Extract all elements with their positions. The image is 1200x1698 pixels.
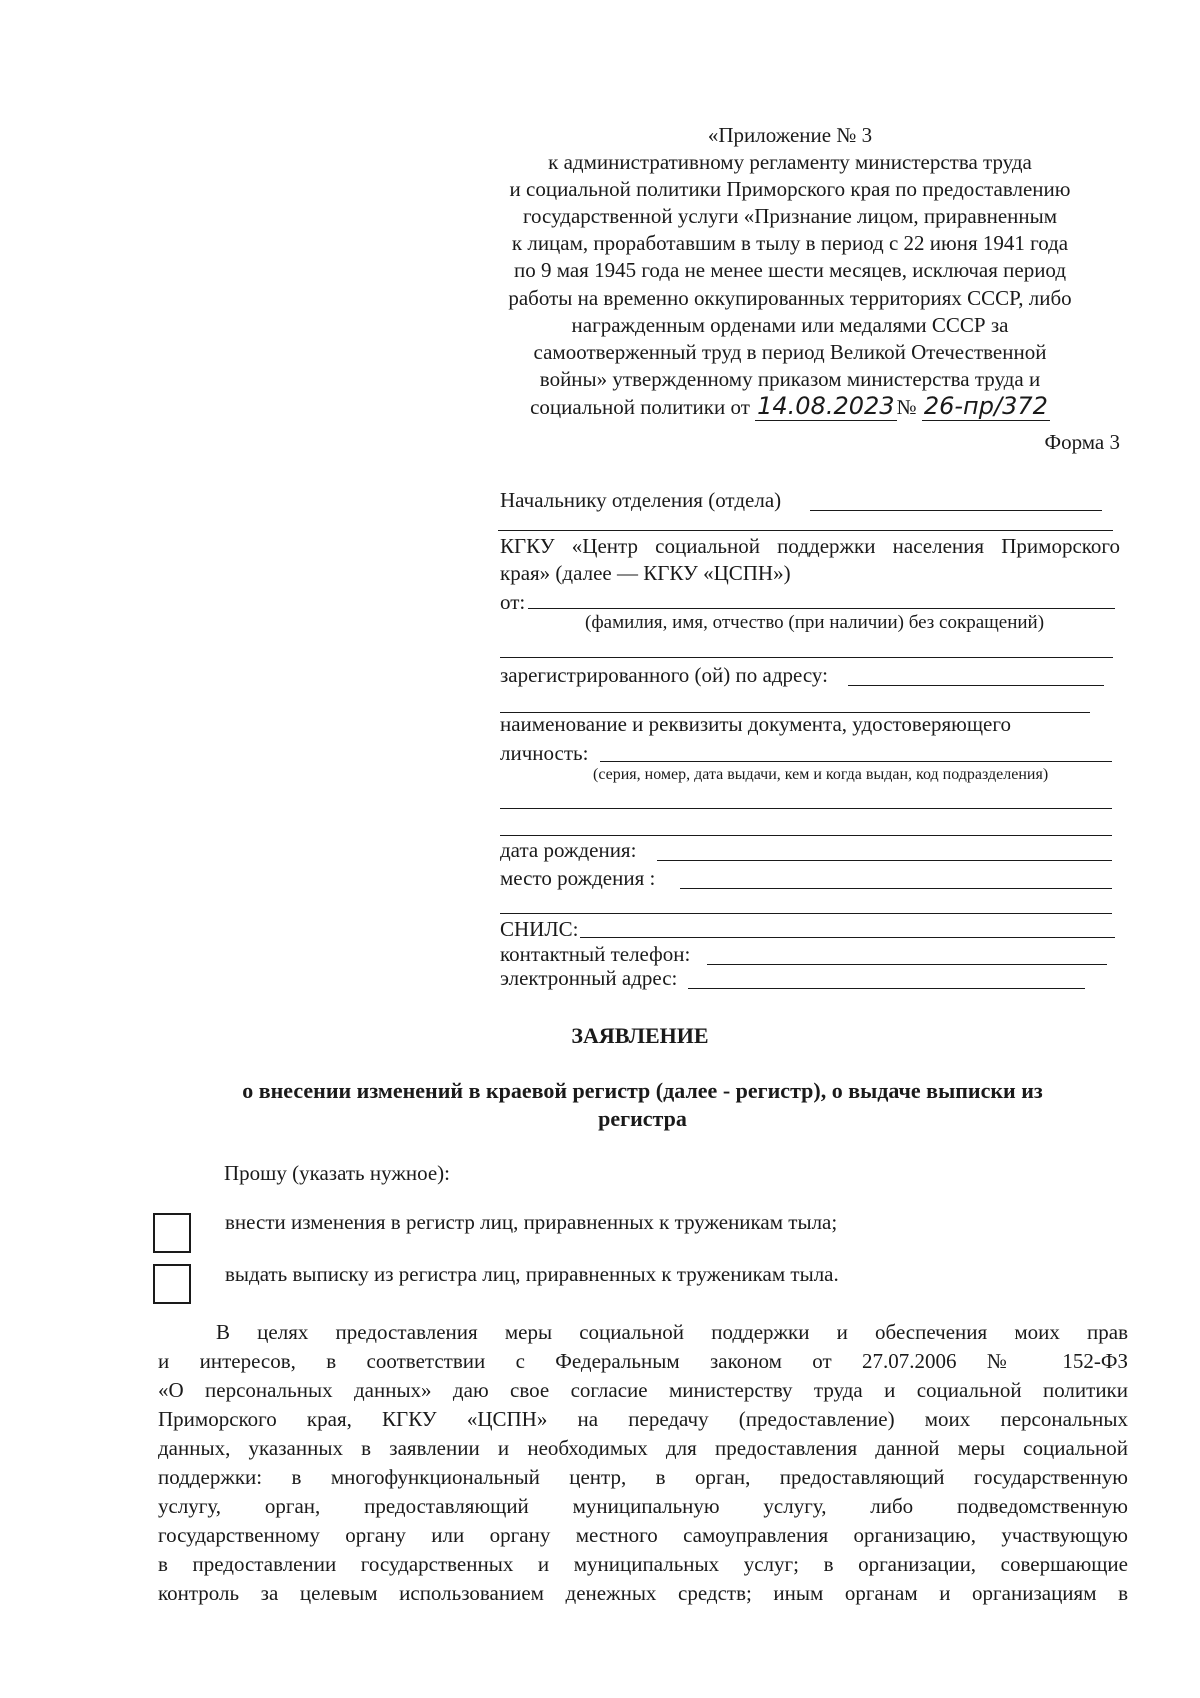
option-2-label: выдать выписку из регистра лиц, приравненных к труженикам тыла. (225, 1262, 839, 1286)
appendix-header (490, 122, 1090, 421)
id-doc-label-2: личность: (500, 741, 589, 765)
consent-line: В целях предоставления меры социальной поддержки и обеспечения моих прав (216, 1320, 1128, 1344)
statement-subtitle-1: о внесении изменений в краевой регистр (далее - регистр), о выдаче выписки из (242, 1078, 1043, 1103)
order-date: 14.08.2023 (757, 391, 895, 420)
phone-label: контактный телефон: (500, 942, 691, 966)
header-line: работы на временно оккупированных территориях СССР, либо (508, 285, 1072, 310)
statement-title: ЗАЯВЛЕНИЕ (571, 1023, 709, 1048)
id-doc-label: наименование и реквизиты документа, удостоверяющего (500, 712, 1011, 736)
fio-hint: (фамилия, имя, отчество (при наличии) без сокращений) (585, 612, 1045, 633)
address-field[interactable] (848, 685, 1104, 686)
fio-field[interactable] (528, 608, 1115, 609)
header-line: к лицам, проработавшим в тылу в период с 22 июня 1941 года (511, 231, 1069, 256)
snils-label: СНИЛС: (500, 917, 579, 941)
consent-line: «О персональных данных» даю свое согласие министерству труда и социальной политики (158, 1378, 1128, 1402)
id-doc-field[interactable] (600, 761, 1112, 762)
birth-place-field[interactable] (680, 888, 1112, 889)
registered-label: зарегистрированного (ой) по адресу: (500, 663, 828, 687)
header-line: «Приложение № 3 (707, 123, 873, 147)
chief-field[interactable] (810, 510, 1102, 511)
header-line: самоотверженный труд в период Великой Отечественной (533, 339, 1047, 364)
consent-line: данных, указанных в заявлении и необходимых для предоставления данной меры социальной (158, 1436, 1128, 1460)
option-1-label: внести изменения в регистр лиц, приравненных к труженикам тыла; (225, 1210, 838, 1234)
consent-line: государственному органу или органу местного самоуправления организацию, участвующую (158, 1523, 1128, 1547)
consent-line: контроль за целевым использованием денежных средств; иным органам и организациям в (158, 1581, 1128, 1605)
header-order-line (490, 393, 1090, 421)
phone-field[interactable] (707, 964, 1107, 965)
statement-subtitle-2: регистра (598, 1106, 687, 1131)
header-line: государственной услуги «Признание лицом, приравненным (522, 204, 1058, 229)
consent-paragraph (158, 1318, 1128, 1608)
snils-field[interactable] (580, 937, 1115, 938)
birth-place-field-extra[interactable] (500, 913, 1112, 914)
header-line: по 9 мая 1945 года не менее шести месяцев, исключая период (513, 258, 1067, 283)
request-label: Прошу (указать нужное): (224, 1161, 450, 1185)
header-line: войны» утвержденному приказом министерства труда и (539, 366, 1041, 391)
option-1-checkbox[interactable] (153, 1213, 191, 1253)
form-label: Форма 3 (1044, 430, 1120, 454)
option-2-checkbox[interactable] (153, 1264, 191, 1304)
order-prefix: социальной политики от (530, 394, 750, 419)
chief-label: Начальнику отделения (отдела) (500, 488, 782, 512)
number-sign: № (896, 394, 917, 419)
consent-line: поддержки: в многофункциональный центр, в орган, предоставляющий государственную (158, 1465, 1128, 1489)
chief-field-extra[interactable] (498, 530, 1113, 531)
kgku-line-1: КГКУ «Центр социальной поддержки населения Приморского (500, 534, 1120, 558)
header-line: и социальной политики Приморского края по предоставлению (509, 177, 1071, 202)
birth-date-label: дата рождения: (500, 838, 637, 862)
kgku-line-2: края» (далее — КГКУ «ЦСПН») (500, 561, 791, 585)
birth-place-label: место рождения : (500, 866, 656, 890)
id-doc-hint: (серия, номер, дата выдачи, кем и когда выдан, код подразделения) (593, 766, 1049, 783)
id-doc-field-extra-2[interactable] (500, 835, 1112, 836)
email-label: электронный адрес: (500, 966, 678, 990)
consent-line: Приморского края, КГКУ «ЦСПН» на передачу (предоставление) моих персональных (158, 1407, 1128, 1431)
from-label: от: (500, 590, 526, 614)
id-doc-field-extra-1[interactable] (500, 808, 1112, 809)
consent-line: и интересов, в соответствии с Федеральным законом от 27.07.2006 № 152-ФЗ (158, 1349, 1128, 1373)
header-line: к административному регламенту министерства труда (548, 150, 1032, 175)
birth-date-field[interactable] (657, 860, 1112, 861)
email-field[interactable] (688, 988, 1085, 989)
header-line: награжденным орденами или медалями СССР за (571, 312, 1009, 337)
consent-line: в предоставлении государственных и муниципальных услуг; в организации, совершающие (158, 1552, 1128, 1576)
fio-field-extra[interactable] (500, 657, 1113, 658)
order-number: 26-пр/372 (923, 391, 1048, 420)
consent-line: услугу, орган, предоставляющий муниципальную услугу, либо подведомственную (158, 1494, 1128, 1518)
